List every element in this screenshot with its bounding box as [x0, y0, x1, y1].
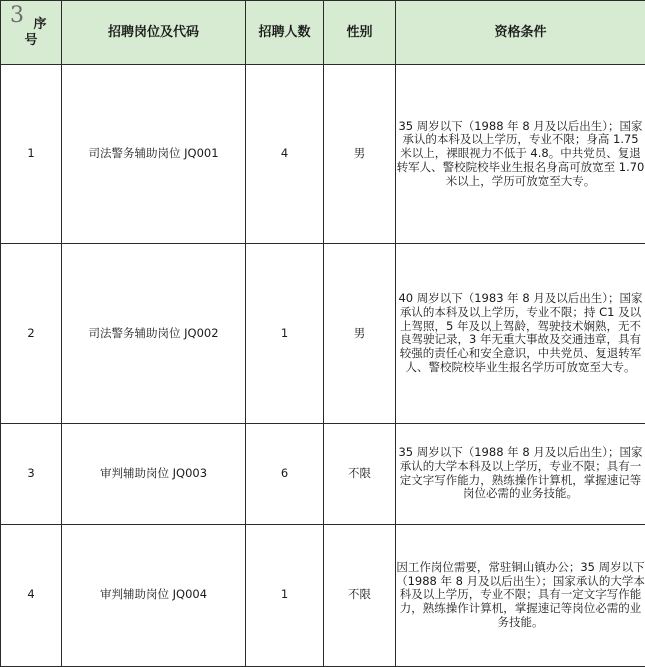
- row-index: 4: [1, 524, 62, 666]
- row-requirements: 因工作岗位需要，常驻铜山镇办公；35 周岁以下（1988 年 8 月及以后出生）；国家承认的大学本科及以上学历，专业不限；具有一定文字写作能力，熟练操作计算机，掌握速记等岗位必需的业务技能。: [396, 524, 645, 666]
- header-count: 招聘人数: [246, 1, 324, 65]
- row-gender: 不限: [324, 524, 396, 666]
- table-row: [1, 524, 645, 666]
- row-requirements: 35 周岁以下（1988 年 8 月及以后出生）；国家承认的大学本科及以上学历，专业不限；具有一定文字写作能力，熟练操作计算机，掌握速记等岗位必需的业务技能。: [396, 423, 645, 524]
- header-index-line1: 序: [33, 16, 47, 32]
- table-header-row: [1, 1, 645, 65]
- row-index: 2: [1, 244, 62, 423]
- header-index: [1, 1, 62, 65]
- row-gender: 不限: [324, 423, 396, 524]
- row-gender: 男: [324, 244, 396, 423]
- row-index: 1: [1, 65, 62, 244]
- row-count: 1: [246, 524, 324, 666]
- row-gender: 男: [324, 65, 396, 244]
- header-position: 招聘岗位及代码: [62, 1, 246, 65]
- table-row: [1, 244, 645, 423]
- handwritten-mark: 3: [10, 3, 24, 28]
- row-index: 3: [1, 423, 62, 524]
- table-row: [1, 423, 645, 524]
- header-gender: 性别: [324, 1, 396, 65]
- row-position: 司法警务辅助岗位 JQ001: [62, 65, 246, 244]
- row-position: 审判辅助岗位 JQ003: [62, 423, 246, 524]
- row-requirements: 40 周岁以下（1983 年 8 月及以后出生）；国家承认的本科及以上学历，专业不限；持 C1 及以上驾照，5 年及以上驾龄，驾驶技术娴熟，无不良驾驶记录，3 年无重大事故及交通违章，具有较强的责任心和安全意识，中共党员、复退转军人、警校院校毕业生报名学历可放宽至大专。: [396, 244, 645, 423]
- row-requirements: 35 周岁以下（1988 年 8 月及以后出生）；国家承认的本科及以上学历，专业不限；身高 1.75 米以上，裸眼视力不低于 4.8。中共党员、复退转军人、警校院校毕业生报名身高可放宽至 1.70 米以上，学历可放宽至大专。: [396, 65, 645, 244]
- row-count: 1: [246, 244, 324, 423]
- header-requirements: 资格条件: [396, 1, 645, 65]
- row-count: 6: [246, 423, 324, 524]
- row-position: 审判辅助岗位 JQ004: [62, 524, 246, 666]
- table-row: [1, 65, 645, 244]
- row-count: 4: [246, 65, 324, 244]
- header-index-line2: 号: [24, 32, 38, 48]
- row-position: 司法警务辅助岗位 JQ002: [62, 244, 246, 423]
